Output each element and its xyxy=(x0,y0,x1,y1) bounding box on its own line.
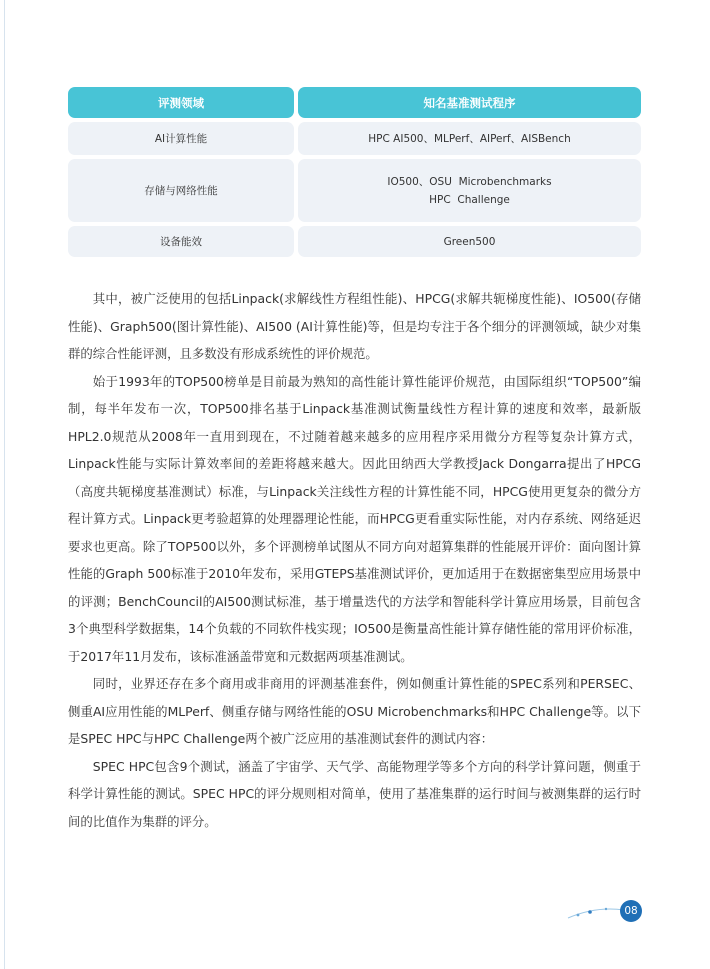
paragraph: 其中，被广泛使用的包括Linpack(求解线性方程组性能)、HPCG(求解共轭梯度性能)、IO500(存储性能)、Graph500(图计算性能)、AI500 (AI计算性能)等，但是均专注于各个细分的评测领域，缺少对集群的综合性能评测，且多数没有形成系统性的评价规范。 xyxy=(68,291,641,361)
row-domain: AI计算性能 xyxy=(68,122,294,155)
table-row xyxy=(68,226,641,257)
paragraph: SPEC HPC包含9个测试，涵盖了宇宙学、天气学、高能物理学等多个方向的科学计算问题，侧重于科学计算性能的测试。SPEC HPC的评分规则相对简单，使用了基准集群的运行时间与被测集群的运行时间的比值作为集群的评分。 xyxy=(68,758,641,829)
left-margin-rule xyxy=(4,0,5,969)
paragraph: 始于1993年的TOP500榜单是目前最为熟知的高性能计算性能评价规范，由国际组织“TOP500”编制，每半年发布一次，TOP500排名基于Linpack基准测试衡量线性方程计算的速度和效率，最新版HPL2.0规范从2008年一直用到现在，不过随着越来越多的应用程序采用微分方程等复杂计算方式，Linpack性能与实际计算效率间的差距将越来越大。因此田纳西大学教授Jack Dongarra提出了HPCG（高度共轭梯度基准测试）标准，与Linpack关注线性方程的计算性能不同，HPCG使用更复杂的微分方程计算方式。Linpack更考验超算的处理器理论性能，而HPCG更看重实际性能，对内存系统、网络延迟要求也更高。除了TOP500以外，多个评测榜单试图从不同方向对超算集群的性能展开评价：面向图计算性能的Graph 500标准于2010年发布，采用GTEPS基准测试评价，更加适用于在数据密集型应用场景中的评测；BenchCouncil的AI500测试标准，基于增量迭代的方法学和智能科学计算应用场景，目前包含3个典型科学数据集，14个负载的不同软件栈实现；IO500是衡量高性能计算存储性能的常用评价标准，于2017年11月发布，该标准涵盖带宽和元数据两项基准测试。 xyxy=(68,373,641,664)
row-programs xyxy=(298,226,641,257)
row-programs xyxy=(298,159,641,222)
table-row xyxy=(68,159,641,222)
dot xyxy=(577,914,580,917)
row-domain: 存储与网络性能 xyxy=(68,159,294,222)
row-domain: 设备能效 xyxy=(68,226,294,257)
row-programs xyxy=(298,122,641,155)
program-line: HPC Challenge xyxy=(429,193,510,206)
program-line: Green500 xyxy=(443,235,496,248)
swoosh-line xyxy=(568,909,624,918)
table-row xyxy=(68,122,641,155)
body-text xyxy=(68,285,641,835)
dot xyxy=(588,910,592,914)
paragraph: 同时，业界还存在多个商用或非商用的评测基准套件，例如侧重计算性能的SPEC系列和PERSEC、侧重AI应用性能的MLPerf、侧重存储与网络性能的OSU Microbenchmarks和HPC Challenge等。以下是SPEC HPC与HPC Challenge两个被广泛应用的基准测试套件的测试内容： xyxy=(68,676,641,746)
benchmark-table xyxy=(68,87,641,261)
page-number: 08 xyxy=(620,900,642,922)
dot xyxy=(605,908,607,910)
header-programs: 知名基准测试程序 xyxy=(298,87,641,118)
program-line: IO500、OSU Microbenchmarks xyxy=(387,175,552,188)
table-header-row xyxy=(68,87,641,118)
header-domain: 评测领域 xyxy=(68,87,294,118)
program-line: HPC AI500、MLPerf、AIPerf、AISBench xyxy=(368,132,571,145)
